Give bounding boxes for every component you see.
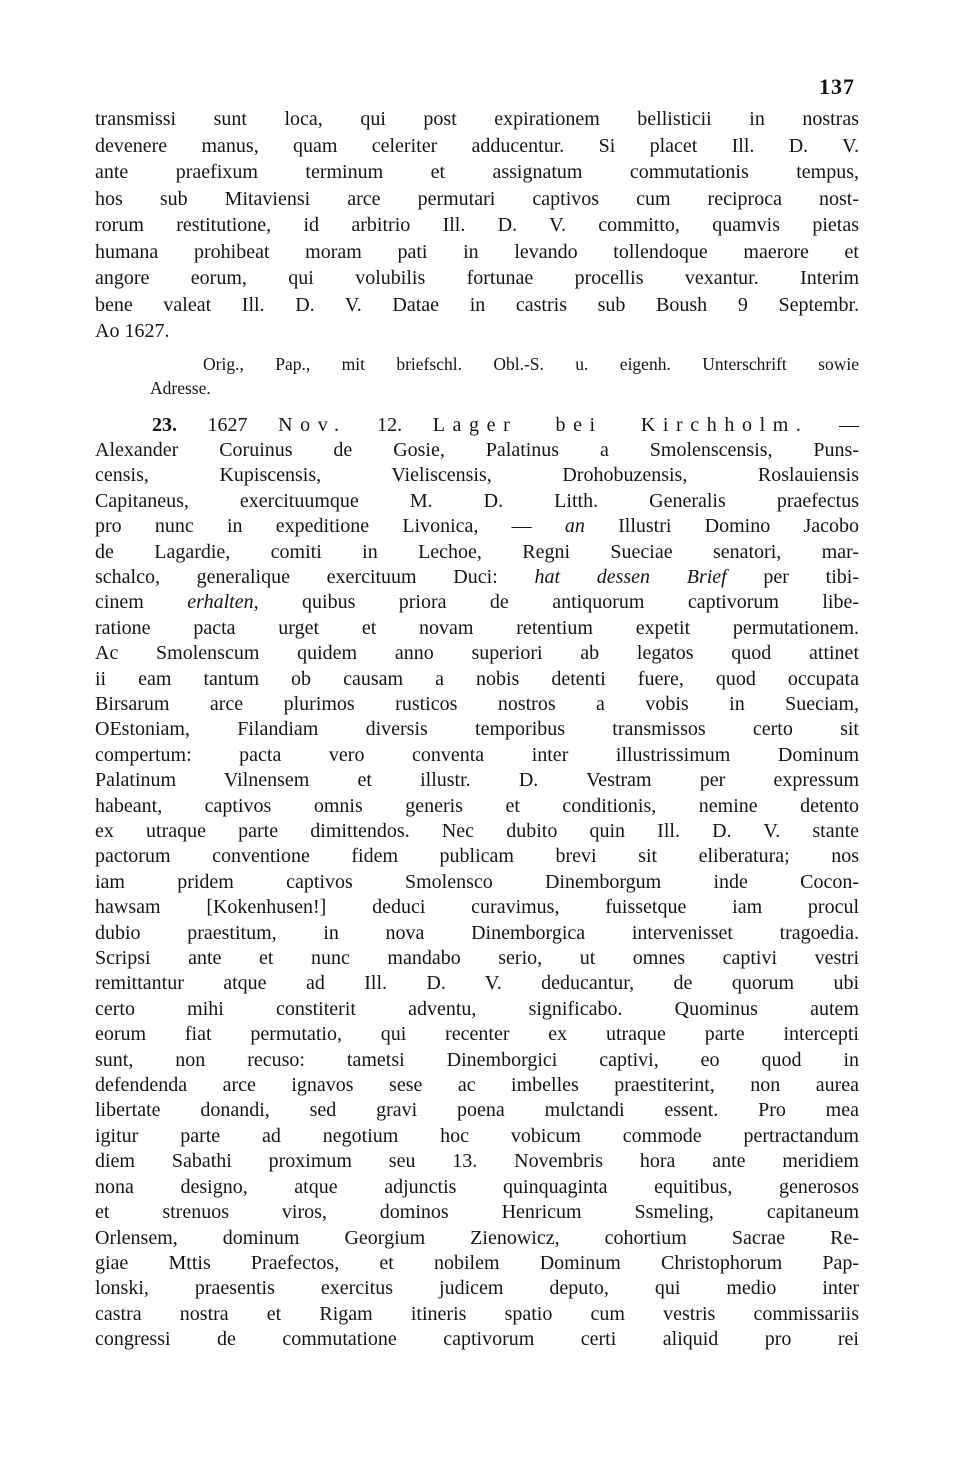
text-line: remittantur atque ad Ill. D. V. deducantur, de quorum ubi bbox=[95, 972, 859, 995]
text-segment: cinem bbox=[95, 591, 188, 614]
text-segment: 12. bbox=[346, 413, 433, 436]
text-line: OEstoniam, Filandiam diversis temporibus transmissos certo sit bbox=[95, 718, 859, 741]
text-line bbox=[95, 590, 859, 615]
text-line: diem Sabathi proximum seu 13. Novembris hora ante meridiem bbox=[95, 1150, 859, 1173]
source-note bbox=[95, 352, 859, 400]
text-line: censis, Kupiscensis, Vieliscensis, Drohobuzensis, Roslauiensis bbox=[95, 464, 859, 487]
letter-continuation-paragraph bbox=[95, 106, 859, 345]
text-segment: erhalten, bbox=[187, 591, 259, 614]
text-segment: Nov. bbox=[278, 413, 347, 436]
page-body bbox=[95, 106, 859, 1353]
text-line: dubio praestitum, in nova Dinemborgica intervenisset tragoedia. bbox=[95, 921, 859, 944]
text-line: igitur parte ad negotium hoc vobicum commode pertractandum bbox=[95, 1124, 859, 1147]
text-line: devenere manus, quam celeriter adducentur. Si placet Ill. D. V. bbox=[95, 134, 859, 157]
text-line: Ac Smolenscum quidem anno superiori ab legatos quod attinet bbox=[95, 642, 859, 665]
text-line: angore eorum, qui volubilis fortunae procellis vexantur. Interim bbox=[95, 267, 859, 289]
text-line: libertate donandi, sed gravi poena mulctandi essent. Pro mea bbox=[95, 1099, 859, 1122]
text-line: Orlensem, dominum Georgium Zienowicz, cohortium Sacrae Re- bbox=[95, 1226, 859, 1249]
text-line: Palatinum Vilnensem et illustr. D. Vestram per expressum bbox=[95, 769, 859, 792]
text-line: bene valeat Ill. D. V. Datae in castris sub Boush 9 Septembr. bbox=[95, 293, 859, 316]
text-line: transmissi sunt loca, qui post expirationem bellisticii in nostras bbox=[95, 108, 859, 130]
text-line: pactorum conventione fidem publicam brevi sit eliberatura; nos bbox=[95, 845, 859, 868]
text-line: de Lagardie, comiti in Lechoe, Regni Sueciae senatori, mar- bbox=[95, 540, 859, 563]
page-number: 137 bbox=[819, 74, 855, 99]
text-segment: Lager bei Kirchholm. bbox=[432, 413, 809, 436]
text-line: ratione pacta urget et novam retentium expetit permutationem. bbox=[95, 616, 859, 639]
text-line: ex utraque parte dimittendos. Nec dubito quin Ill. D. V. stante bbox=[95, 820, 859, 842]
text-line: hos sub Mitaviensi arce permutari captivos cum reciproca nost- bbox=[95, 187, 859, 210]
text-segment: per tibi- bbox=[726, 565, 859, 588]
text-segment: schalco, generalique exercituum Duci: bbox=[95, 565, 535, 588]
text-line: ante praefixum terminum et assignatum commutationis tempus, bbox=[95, 161, 859, 183]
text-line: habeant, captivos omnis generis et conditionis, nemine detento bbox=[95, 794, 859, 817]
text-line: compertum: pacta vero conventa inter illustrissimum Dominum bbox=[95, 743, 859, 766]
text-line: Orig., Pap., mit briefschl. Obl.-S. u. eigenh. Unterschrift sowie bbox=[203, 353, 859, 374]
text-line: Scripsi ante et nunc mandabo serio, ut omnes captivi vestri bbox=[95, 947, 859, 970]
text-line: giae Mttis Praefectos, et nobilem Dominum Christophorum Pap- bbox=[95, 1251, 859, 1274]
text-line: hawsam [Kokenhusen!] deduci curavimus, fuissetque iam procul bbox=[95, 896, 859, 919]
text-line: iam pridem captivos Smolensco Dinemborgum inde Cocon- bbox=[95, 870, 859, 893]
text-line: rorum restitutione, id arbitrio Ill. D. V. committo, quamvis pietas bbox=[95, 214, 859, 236]
text-line: eorum fiat permutatio, qui recenter ex utraque parte intercepti bbox=[95, 1023, 859, 1046]
text-segment: 1627 bbox=[177, 413, 279, 436]
text-line: humana prohibeat moram pati in levando tollendoque maerore et bbox=[95, 240, 859, 263]
text-segment: Illustri Domino Jacobo bbox=[584, 515, 859, 538]
text-segment: 23. bbox=[152, 413, 177, 436]
text-line: Birsarum arce plurimos rusticos nostros a vobis in Sueciam, bbox=[95, 692, 859, 715]
text-segment: — bbox=[808, 413, 860, 436]
text-line: sunt, non recuso: tametsi Dinemborgici captivi, eo quod in bbox=[95, 1048, 859, 1071]
text-segment: an bbox=[564, 515, 585, 538]
text-line: certo mihi constiterit adventu, significabo. Quominus autem bbox=[95, 997, 859, 1020]
entry-23 bbox=[95, 413, 859, 1353]
text-line bbox=[95, 413, 859, 438]
text-line: Ao 1627. bbox=[95, 320, 170, 342]
text-line bbox=[95, 565, 859, 590]
text-line: Capitaneus, exercituumque M. D. Litth. Generalis praefectus bbox=[95, 489, 859, 512]
text-line: ii eam tantum ob causam a nobis detenti fuere, quod occupata bbox=[95, 667, 859, 690]
text-line: congressi de commutatione captivorum certi aliquid pro rei bbox=[95, 1328, 859, 1351]
text-line: nona designo, atque adjunctis quinquaginta equitibus, generosos bbox=[95, 1175, 859, 1198]
text-segment: hat dessen Brief bbox=[534, 565, 727, 588]
text-segment: pro nunc in expeditione Livonica, — bbox=[95, 515, 565, 538]
text-line: et strenuos viros, dominos Henricum Ssmeling, capitaneum bbox=[95, 1201, 859, 1224]
text-line bbox=[95, 514, 859, 539]
text-segment: quibus priora de antiquorum captivorum libe- bbox=[258, 591, 859, 614]
text-line: lonski, praesentis exercitus judicem deputo, qui medio inter bbox=[95, 1277, 859, 1300]
text-line: Adresse. bbox=[150, 377, 211, 398]
text-line: defendenda arce ignavos sese ac imbelles praestiterint, non aurea bbox=[95, 1074, 859, 1097]
text-line: castra nostra et Rigam itineris spatio cum vestris commissariis bbox=[95, 1302, 859, 1325]
text-line: Alexander Coruinus de Gosie, Palatinus a Smolenscensis, Puns- bbox=[95, 438, 859, 461]
